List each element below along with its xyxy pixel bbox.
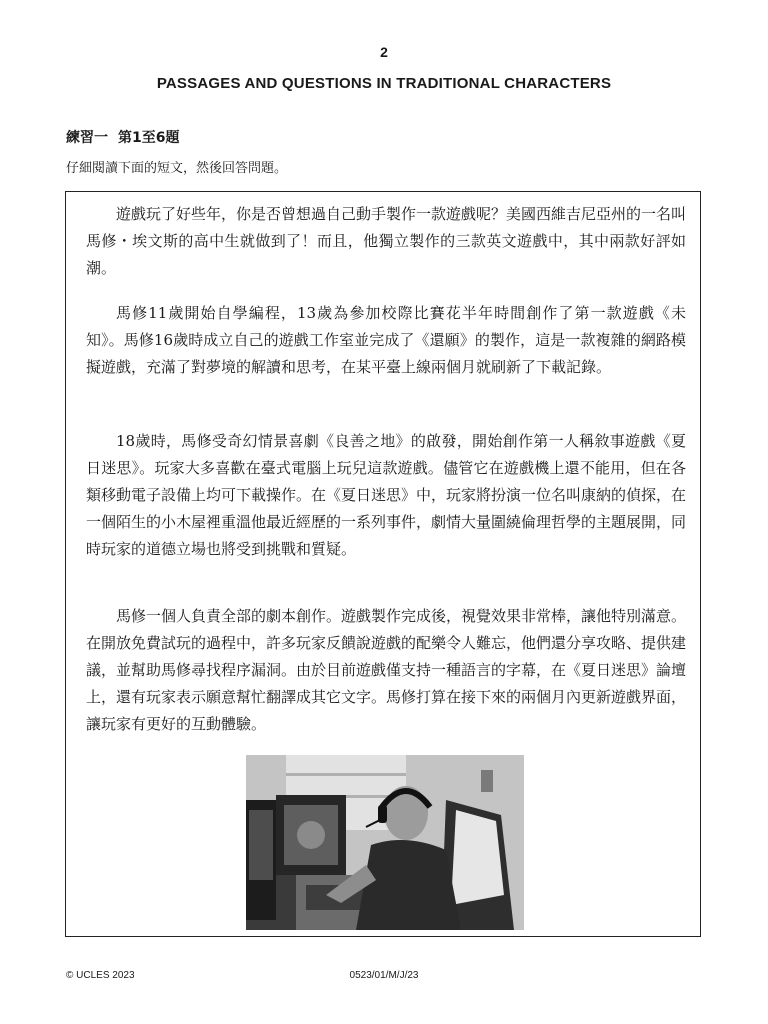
- page-number: 2: [380, 44, 388, 60]
- exercise-title: [66, 127, 179, 147]
- page-heading: PASSAGES AND QUESTIONS IN TRADITIONAL CHARACTERS: [156, 75, 612, 92]
- exercise-question-range: 第1至6題: [118, 130, 180, 146]
- footer-copyright: © UCLES 2023: [66, 970, 135, 981]
- gamer-photo-illustration: [246, 755, 524, 930]
- passage-paragraph-1: 遊戲玩了好些年，你是否曾想過自己動手製作一款遊戲呢？美國西維吉尼亞州的一名叫馬修・埃文斯的高中生就做到了！而且，他獨立製作的三款英文遊戲中，其中兩款好評如潮。: [86, 205, 687, 277]
- exercise-instruction: 仔細閱讀下面的短文，然後回答問題。: [66, 161, 288, 176]
- gamer-photo: [246, 755, 524, 930]
- passage-paragraph-3: 18歲時，馬修受奇幻情景喜劇《良善之地》的啟發，開始創作第一人稱敘事遊戲《夏日迷思》。玩家大多喜歡在臺式電腦上玩兒這款遊戲。儘管它在遊戲機上還不能用，但在各類移動電子設備上均可下載操作。在《夏日迷思》中，玩家將扮演一位名叫康納的偵探，在一個陌生的小木屋裡重溫他最近經歷的一系列事件，劇情大量圍繞倫理哲學的主題展開，同時玩家的道德立場也將受到挑戰和質疑。: [86, 432, 687, 558]
- passage-paragraph-2: 馬修11歲開始自學編程，13歲為參加校際比賽花半年時間創作了第一款遊戲《未知》。馬修16歲時成立自己的遊戲工作室並完成了《還願》的製作，這是一款複雜的網路模擬遊戲，充滿了對夢境的解讀和思考，在某平臺上線兩個月就刷新了下載記錄。: [86, 304, 686, 376]
- passage-paragraph-4: 馬修一個人負責全部的劇本創作。遊戲製作完成後，視覺效果非常棒，讓他特別滿意。在開放免費試玩的過程中，許多玩家反饋說遊戲的配樂令人難忘，他們還分享攻略、提供建議，並幫助馬修尋找程序漏洞。由於目前遊戲僅支持一種語言的字幕，在《夏日迷思》論壇上，還有玩家表示願意幫忙翻譯成其它文字。馬修打算在接下來的兩個月內更新遊戲界面，讓玩家有更好的互動體驗。: [86, 607, 687, 733]
- footer-exam-code: 0523/01/M/J/23: [349, 970, 419, 981]
- exercise-label: 練習一: [66, 130, 108, 146]
- passage-box: [65, 191, 701, 937]
